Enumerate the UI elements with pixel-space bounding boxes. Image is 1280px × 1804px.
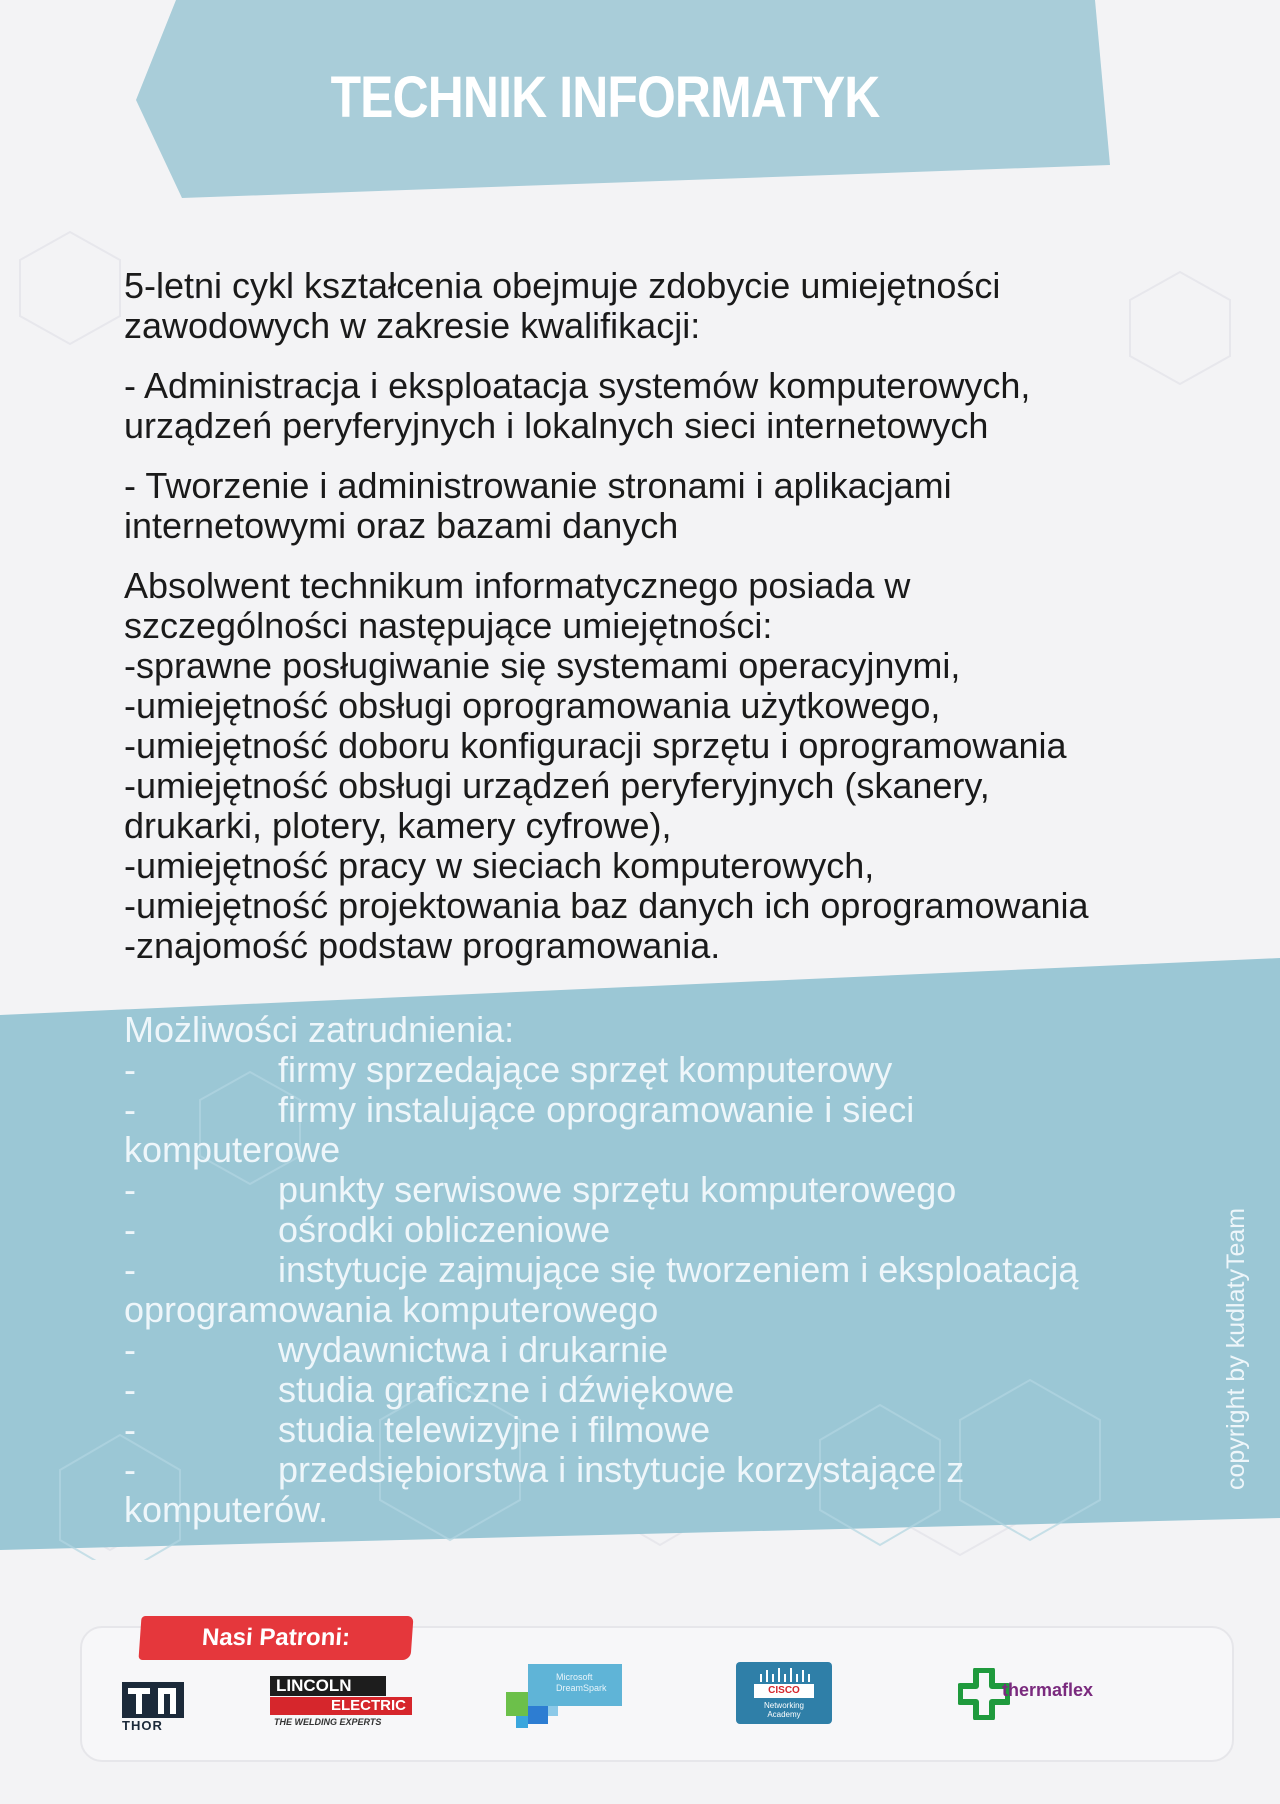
cisco-text: CISCO (754, 1684, 814, 1698)
employment-item (124, 1090, 1184, 1130)
dreamspark-text: DreamSpark (556, 1683, 607, 1693)
copyright-notice: copyright by kudlatyTeam (1222, 1207, 1250, 1490)
employment-item (124, 1370, 1184, 1410)
employment-item-continuation: oprogramowania komputerowego (124, 1289, 659, 1330)
employment-item (124, 1410, 1184, 1450)
employment-item-label: studia telewizyjne i filmowe (278, 1409, 711, 1450)
employment-item (124, 1210, 1184, 1250)
skills-list (124, 646, 1204, 966)
employment-item-label: wydawnictwa i drukarnie (278, 1329, 669, 1370)
thor-logo (120, 1680, 190, 1734)
qualification-1: - Administracja i eksploatacja systemów komputerowych, urządzeń peryferyjnych i lokalnych sieci internetowych (124, 365, 1031, 446)
employment-item-continuation: komputerów. (124, 1489, 329, 1530)
list-dash: - (124, 1049, 136, 1090)
employment-item-continuation: komputerowe (124, 1129, 341, 1170)
list-dash: - (124, 1169, 136, 1210)
intro-paragraph: 5-letni cykl kształcenia obejmuje zdobycie umiejętności zawodowych w zakresie kwalifikacji: (124, 265, 1001, 346)
lincoln-electric-logo (270, 1676, 420, 1732)
microsoft-dreamspark-logo (506, 1662, 624, 1730)
list-dash: - (124, 1409, 136, 1450)
employment-item (124, 1330, 1184, 1370)
skill-item: -umiejętność obsługi oprogramowania użytkowego, (124, 685, 941, 726)
skill-item: -znajomość podstaw programowania. (124, 925, 721, 966)
list-dash: - (124, 1209, 136, 1250)
employment-section (124, 1010, 1184, 1530)
list-dash: - (124, 1369, 136, 1410)
program-description (124, 266, 1204, 966)
electric-text: ELECTRIC (270, 1697, 412, 1715)
graduate-lead: Absolwent technikum informatycznego posiada w szczególności następujące umiejętności: (124, 565, 911, 646)
skill-item: -sprawne posługiwanie się systemami operacyjnymi, (124, 645, 961, 686)
list-dash: - (124, 1249, 136, 1290)
academy-text: Academy (767, 1710, 801, 1719)
list-dash: - (124, 1329, 136, 1370)
page-title: TECHNIK INFORMATYK (330, 65, 880, 130)
employment-item-label: instytucje zajmujące się tworzeniem i eksploatacją (278, 1249, 1079, 1290)
patrons-label: Nasi Patroni: (138, 1616, 413, 1660)
thor-logo-text: THOR (122, 1718, 163, 1733)
employment-heading: Możliwości zatrudnienia: (124, 1009, 515, 1050)
employment-item-label: punkty serwisowe sprzętu komputerowego (278, 1169, 957, 1210)
networking-text: Networking (763, 1701, 804, 1710)
lincoln-tagline: THE WELDING EXPERTS (274, 1717, 382, 1727)
skill-item: -umiejętność projektowania baz danych ich oprogramowania (124, 885, 1089, 926)
employment-item-label: firmy sprzedające sprzęt komputerowy (278, 1049, 893, 1090)
list-dash: - (124, 1089, 136, 1130)
skill-item: -umiejętność pracy w sieciach komputerowych, (124, 845, 875, 886)
skill-item: -umiejętność obsługi urządzeń peryferyjnych (skanery, (124, 765, 990, 806)
employment-item-label: firmy instalujące oprogramowanie i sieci (278, 1089, 915, 1130)
thermaflex-logo (958, 1666, 1138, 1722)
employment-item-label: studia graficzne i dźwiękowe (278, 1369, 735, 1410)
qualification-2: - Tworzenie i administrowanie stronami i aplikacjami internetowymi oraz bazami danych (124, 465, 952, 546)
employment-item (124, 1170, 1184, 1210)
skill-item: -umiejętność doboru konfiguracji sprzętu i oprogramowania (124, 725, 1067, 766)
thermaflex-text: thermaflex (1002, 1680, 1094, 1700)
cisco-networking-academy-logo (736, 1662, 832, 1724)
microsoft-text: Microsoft (556, 1672, 593, 1682)
employment-item (124, 1250, 1184, 1290)
employment-item (124, 1450, 1184, 1490)
list-dash: - (124, 1449, 136, 1490)
skill-item: drukarki, plotery, kamery cyfrowe), (124, 805, 672, 846)
lincoln-text: LINCOLN (270, 1676, 386, 1696)
employment-item (124, 1050, 1184, 1090)
employment-item-label: ośrodki obliczeniowe (278, 1209, 611, 1250)
employment-item-label: przedsiębiorstwa i instytucje korzystające z (278, 1449, 965, 1490)
